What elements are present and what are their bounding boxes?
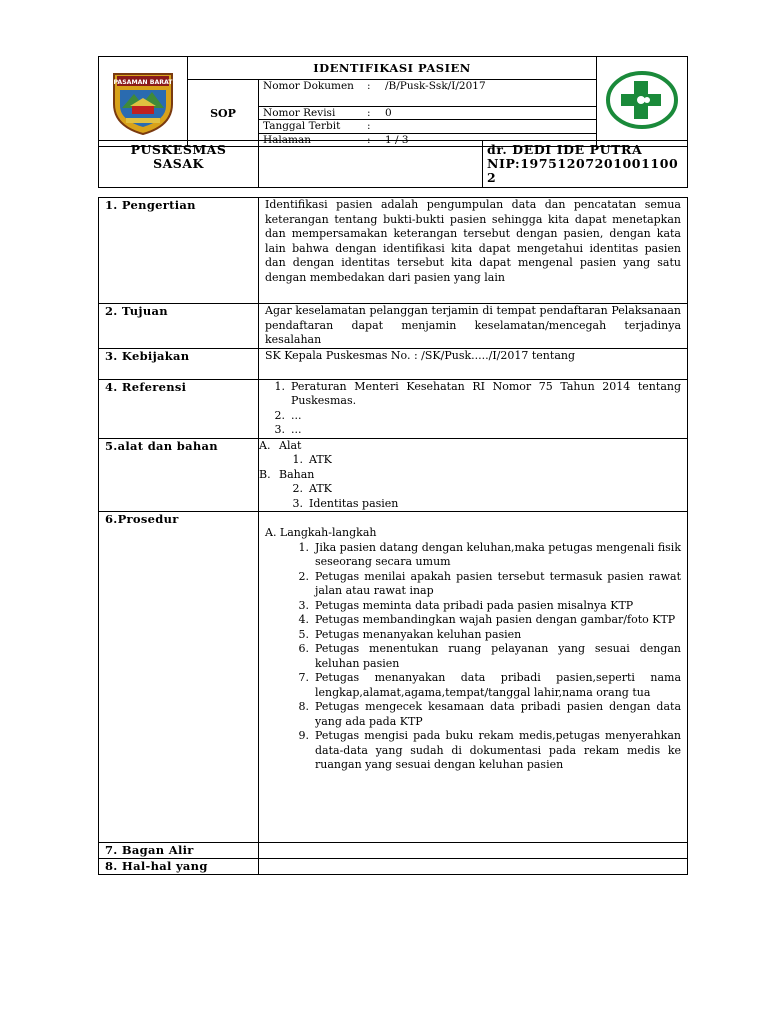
item-number: 2. [274, 408, 285, 422]
section-referensi [99, 379, 688, 438]
section-text [259, 859, 688, 875]
list-item [283, 700, 681, 729]
section-bagan-alir [99, 843, 688, 859]
meta-key: Tanggal Terbit [263, 120, 341, 133]
meta-value: /B/Pusk-Ssk/I/2017 [385, 80, 486, 92]
item-number: 2. [292, 482, 303, 495]
item-text: Jika pasien datang dengan keluhan,maka petugas mengenali fisik seseorang secara umum [315, 540, 681, 568]
list-item [283, 570, 681, 599]
list-item [259, 453, 681, 468]
meta-colon: : [367, 120, 371, 133]
puskesmas-logo [604, 69, 680, 131]
signature-blank-cell [259, 141, 483, 188]
item-text: Peraturan Menteri Kesehatan RI Nomor 75 Tahun 2014 tentang Puskesmas. [291, 379, 681, 407]
item-number: 5. [298, 627, 309, 641]
list-item [283, 671, 681, 700]
item-number: 1. [298, 540, 309, 554]
item-number: 7. [298, 671, 309, 684]
item-number: 3. [274, 423, 285, 436]
section-label: 6.Prosedur [99, 512, 259, 843]
list-item [259, 482, 681, 497]
org-line-2: SASAK [153, 156, 204, 171]
item-number: 9. [298, 729, 309, 742]
head-of-puskesmas [483, 141, 688, 188]
list-item [283, 599, 681, 614]
group-title: Alat [279, 438, 302, 452]
list-item [265, 380, 681, 409]
item-number: 3. [298, 598, 309, 612]
meta-value: 0 [385, 107, 392, 119]
item-text: Petugas membandingkan wajah pasien dengan gambar/foto KTP [315, 613, 676, 626]
pasaman-barat-logo [108, 64, 178, 136]
section-label: 7. Bagan Alir [99, 843, 259, 859]
list-item [283, 729, 681, 773]
item-number: 1. [274, 379, 285, 393]
section-label: 1. Pengertian [99, 198, 259, 304]
list-item [265, 409, 681, 424]
section-text: Agar keselamatan pelanggan terjamin di tempat pendaftaran Pelaksanaan pendaftaran dapat menjamin keselamatan/mencegah terjadinya kesalahan [259, 304, 688, 349]
item-number: 3. [292, 496, 303, 510]
item-text: Petugas menentukan ruang pelayanan yang sesuai dengan keluhan pasien [315, 642, 681, 670]
item-text: Identitas pasien [309, 496, 399, 510]
list-item [283, 541, 681, 570]
item-text: ATK [309, 453, 332, 466]
logo-banner-text: PASAMAN BARAT [113, 79, 173, 87]
section-tujuan [99, 304, 688, 349]
list-item [283, 642, 681, 671]
prosedur-list [259, 512, 688, 843]
list-item [265, 423, 681, 438]
meta-value: 1 / 3 [385, 133, 409, 146]
group-letter: B. [259, 467, 271, 481]
section-text [259, 843, 688, 859]
item-text: Petugas menanyakan data pribadi pasien,seperti nama lengkap,alamat,agama,tempat/tanggal lahir,nama orang tua [315, 671, 681, 699]
prosedur-heading: A. Langkah-langkah [265, 526, 377, 539]
section-text [259, 348, 688, 379]
item-text: Petugas meminta data pribadi pada pasien misalnya KTP [315, 598, 634, 612]
item-number: 6. [298, 642, 309, 655]
section-prosedur [99, 512, 688, 843]
list-item [259, 497, 681, 512]
organization-name [99, 141, 259, 188]
section-kebijakan [99, 348, 688, 379]
list-item [283, 628, 681, 643]
section-hal-hal [99, 859, 688, 875]
regency-logo-cell [99, 57, 188, 147]
item-text: ... [291, 423, 302, 436]
list-item [283, 613, 681, 628]
section-label: 5.alat dan bahan [99, 438, 259, 512]
item-number: 4. [298, 613, 309, 626]
meta-colon: : [367, 133, 371, 146]
section-label: 8. Hal-hal yang [99, 859, 259, 875]
section-text: Identifikasi pasien adalah pengumpulan data dan pencatatan semua keterangan tentang bukti-bukti pasien sehingga kita dapat menetapkan dan mempersamakan keterangan tersebut dengan pasien, dengan kata lain bahwa dengan identifikasi kita dapat mengetahui identitas pasien dan dengan identitas tersebut kita dapat mengenal pasien yang satu dengan membedakan dari pasien yang lain [259, 198, 688, 304]
meta-row-nomor-revisi [259, 107, 597, 120]
item-text: Petugas menilai apakah pasien tersebut termasuk pasien rawat jalan atau rawat inap [315, 569, 681, 597]
health-logo-cell [597, 57, 688, 147]
referensi-list [259, 379, 688, 438]
section-alat-bahan [99, 438, 688, 512]
group-alat [259, 439, 681, 454]
item-number: 8. [298, 700, 309, 713]
meta-key: Halaman [263, 133, 312, 146]
section-label: 4. Referensi [99, 379, 259, 438]
item-text: Petugas mengecek kesamaan data pribadi pasien dengan data yang ada pada KTP [315, 700, 681, 728]
meta-row-nomor-dokumen [259, 80, 597, 107]
group-title: Bahan [279, 467, 315, 481]
item-text: ATK [309, 482, 332, 495]
sop-label: SOP [188, 80, 259, 147]
meta-colon: : [367, 80, 371, 92]
section-label: 3. Kebijakan [99, 348, 259, 379]
sop-signature-table [98, 140, 688, 188]
group-letter: A. [259, 438, 271, 452]
org-line-1: PUSKESMAS [130, 142, 227, 157]
section-pengertian [99, 198, 688, 304]
kebijakan-text: SK Kepala Puskesmas No. : /SK/Pusk...../I/2017 tentang [265, 348, 575, 362]
meta-key: Nomor Revisi [263, 107, 336, 119]
sop-header-table [98, 56, 688, 147]
item-text: Petugas menanyakan keluhan pasien [315, 627, 522, 641]
group-bahan [259, 468, 681, 483]
alat-bahan-list [259, 438, 688, 512]
section-label: 2. Tujuan [99, 304, 259, 349]
steps-list [265, 541, 681, 773]
document-title: IDENTIFIKASI PASIEN [188, 57, 597, 80]
item-number: 1. [292, 453, 303, 466]
meta-key: Nomor Dokumen [263, 80, 354, 92]
item-text: Petugas mengisi pada buku rekam medis,petugas menyerahkan data-data yang sudah di dokumentasi pada rekam medis ke ruangan yang sesuai dengan keluhan pasien [315, 729, 681, 771]
sop-content-table [98, 197, 688, 875]
item-text: ... [291, 408, 302, 422]
head-name: dr. DEDI IDE PUTRA [487, 142, 643, 157]
meta-colon: : [367, 107, 371, 119]
head-nip: NIP:197512072010011002 [487, 156, 679, 185]
item-number: 2. [298, 569, 309, 583]
meta-value [385, 120, 592, 132]
meta-row-tanggal-terbit [259, 120, 597, 133]
